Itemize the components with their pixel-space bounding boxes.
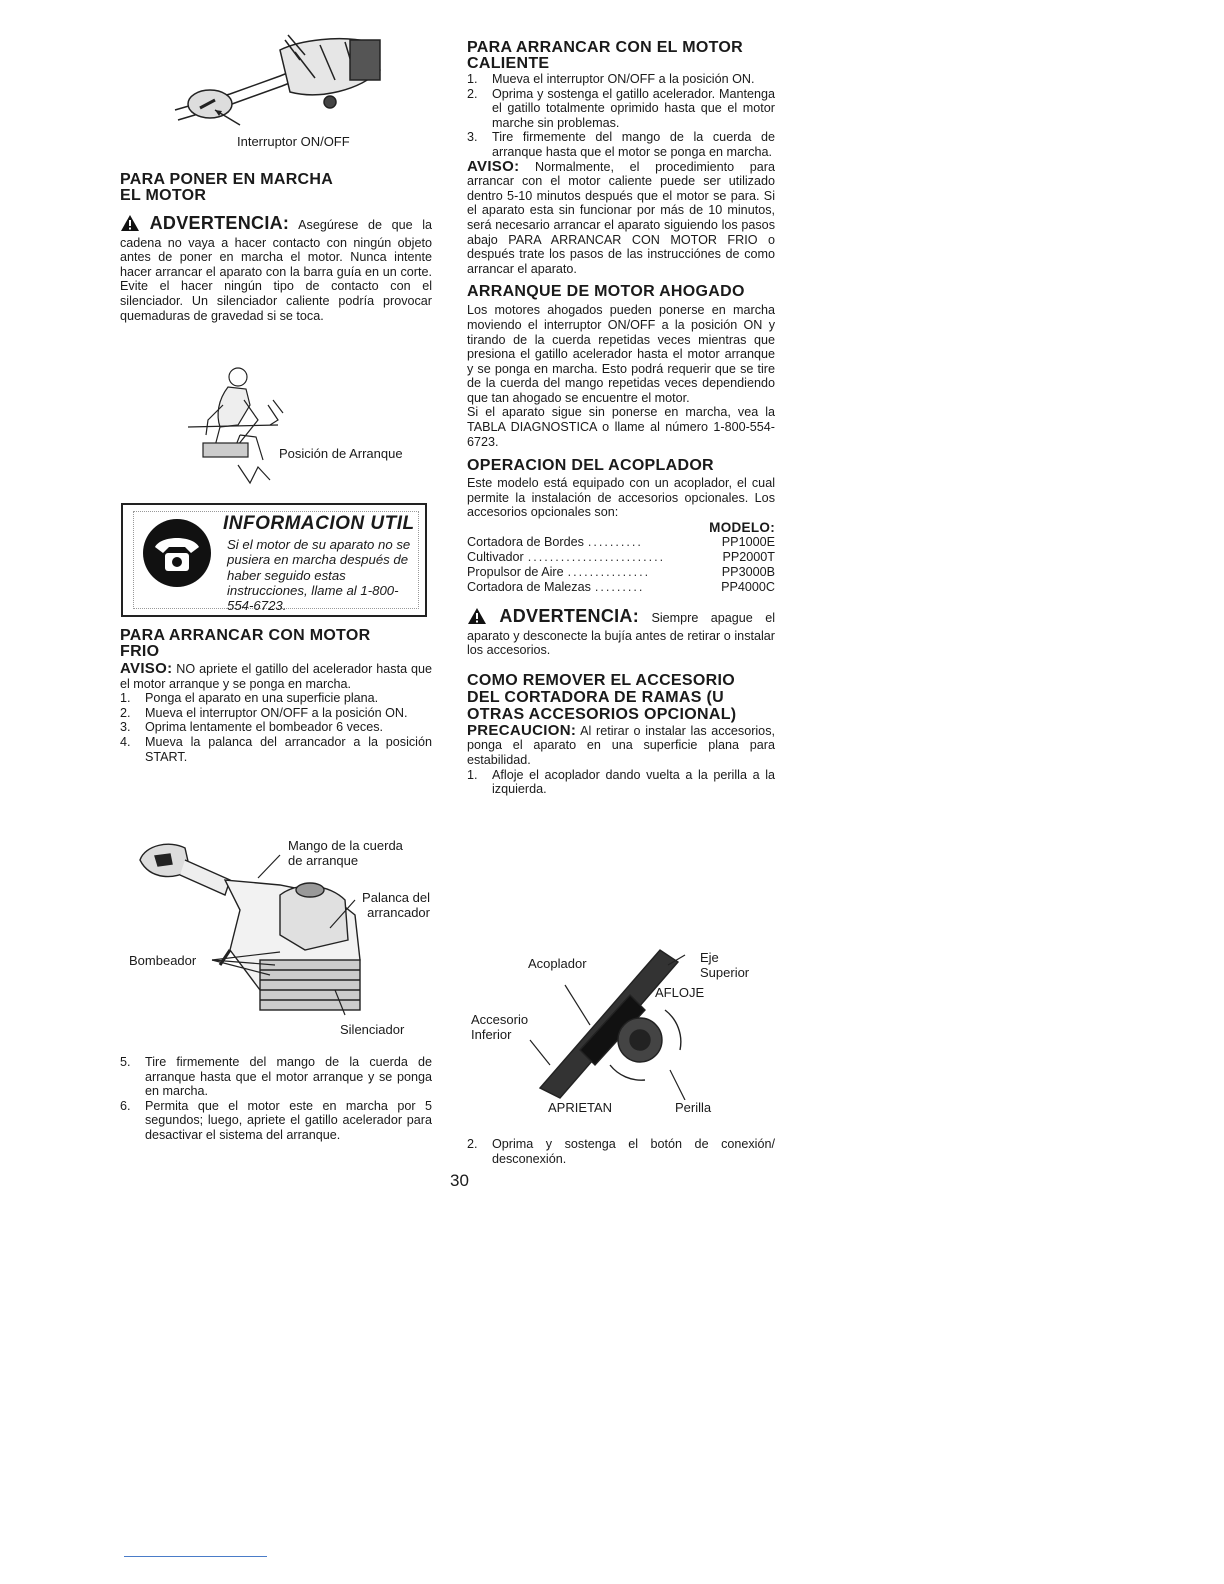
list-item: 1. Afloje el acoplador dando vuelta a la perilla a la izquierda. xyxy=(467,767,775,797)
list-item: 3. Tire firmemente del mango de la cuerda de arranque hasta que el motor se ponga en marcha. xyxy=(467,130,775,159)
warning-paragraph xyxy=(467,607,775,658)
list-item: 3. Oprima lentamente el bombeador 6 veces. xyxy=(120,720,384,735)
afloje-label: AFLOJE xyxy=(655,985,705,1000)
warning-icon xyxy=(467,607,487,629)
info-text: Si el motor de su aparato no se pusiera en marcha después de haber seguido estas instrucciones, llame al 1-800-554-6723. xyxy=(227,537,411,614)
starting-position-illustration xyxy=(178,365,288,485)
aviso-lead: AVISO: xyxy=(120,660,173,677)
section-heading-remover: COMO REMOVER EL ACCESORIO DEL CORTADORA DE RAMAS (U OTRAS ACCESORIOS OPCIONAL) xyxy=(467,671,737,723)
precaucion-paragraph xyxy=(467,721,775,768)
remover-steps-continued xyxy=(467,1137,775,1166)
perilla-label: Perilla xyxy=(675,1100,712,1115)
list-item: 5. Tire firmemente del mango de la cuerda de arranque hasta que el motor arranque y se ponga en marcha. xyxy=(120,1055,432,1099)
section-heading-poner: PARA PONER EN MARCHA EL MOTOR xyxy=(120,171,334,204)
info-box xyxy=(121,503,427,617)
list-item: 2. Mueva el interruptor ON/OFF a la posición ON. xyxy=(120,705,408,720)
aviso-text: NO apriete el gatillo del acelerador hasta que el motor arranque y se ponga en marcha. xyxy=(120,662,433,691)
list-item: 1. Mueva el interruptor ON/OFF a la posición ON. xyxy=(467,72,755,86)
section-heading-ahogado: ARRANQUE DE MOTOR AHOGADO xyxy=(467,283,745,301)
aviso-frio xyxy=(120,662,432,691)
list-item: 1. Ponga el aparato en una superficie plana. xyxy=(120,691,379,706)
warning-icon xyxy=(120,214,140,236)
list-item: 2. Oprima y sostenga el gatillo acelerador. Mantenga el gatillo totalmente oprimido hasta que el motor marche sin problemas. xyxy=(467,86,775,130)
table-row: Cultivador ......................... PP2000T xyxy=(467,550,775,565)
caliente-steps xyxy=(467,72,775,160)
acoplador-text: Este modelo está equipado con un acoplador, el cual permite la instalación de accesorios opcionales. Los accesorios opcionales son: xyxy=(467,476,775,520)
ahogado-text-2: Si el aparato sigue sin ponerse en marcha, vea la TABLA DIAGNOSTICA o llame al número 1-800-554-6723. xyxy=(467,405,775,449)
aviso-caliente xyxy=(467,157,775,277)
section-heading-frio: PARA ARRANCAR CON MOTOR FRIO xyxy=(120,627,371,660)
silenciador-label: Silenciador xyxy=(340,1022,405,1037)
list-item: 6. Permita que el motor este en marcha por 5 segundos; luego, apriete el gatillo acelerador para desactivar el sistema del arranque. xyxy=(120,1098,432,1142)
phone-icon xyxy=(141,517,213,589)
eje-label: Eje Superior xyxy=(700,950,750,980)
aviso-lead: AVISO: xyxy=(467,157,520,175)
palanca-label: Palanca del arrancador xyxy=(362,890,430,920)
bombeador-label: Bombeador xyxy=(129,953,197,968)
precaucion-text: Al retirar o instalar las accesorios, ponga el aparato en una superficie plana para estabilidad. xyxy=(467,723,775,767)
section-heading-caliente: PARA ARRANCAR CON EL MOTOR CALIENTE xyxy=(467,39,743,72)
frio-steps-continued xyxy=(120,1055,432,1143)
mango-label: Mango de la cuerda de arranque xyxy=(288,838,403,868)
list-item: 4. Mueva la palanca del arrancador a la posición START. xyxy=(120,734,432,764)
page-number: 30 xyxy=(450,1171,469,1190)
remover-steps xyxy=(467,768,775,797)
warning-lead: ADVERTENCIA: xyxy=(499,606,640,627)
engine-illustration xyxy=(130,840,430,1040)
table-row: Cortadora de Bordes .......... PP1000E xyxy=(467,535,775,550)
table-row: Propulsor de Aire ............... PP3000B xyxy=(467,565,775,580)
switch-caption: Interruptor ON/OFF xyxy=(237,134,350,149)
trimmer-switch-illustration xyxy=(170,30,390,135)
precaucion-lead: PRECAUCION: xyxy=(467,721,577,739)
warning-text: Siempre apague el aparato y desconecte la bujía antes de retirar o instalar los accesorios. xyxy=(467,611,776,658)
position-caption: Posición de Arranque xyxy=(279,446,403,461)
section-heading-acoplador: OPERACION DEL ACOPLADOR xyxy=(467,457,714,475)
aviso-text: Normalmente, el procedimiento para arrancar con el motor caliente puede ser utilizado dentro 5-10 minutos después que el motor se para. Si el aparato esta sin funcionar por más de 10 minutos, será necesario arrancar el aparato siguiendo los pasos abajo PARA ARRANCAR CON MOTOR FRIO o después trate los pasos de las instrucciónes de como arrancar el aparato. xyxy=(467,159,775,276)
modelo-header: MODELO: xyxy=(709,520,775,536)
acoplador-label: Acoplador xyxy=(528,956,587,971)
warning-lead: ADVERTENCIA: xyxy=(149,213,290,233)
accesorio-label: Accesorio Inferior xyxy=(471,1012,529,1042)
warning-paragraph xyxy=(120,214,432,323)
accessory-table xyxy=(467,535,775,595)
aprietan-label: APRIETAN xyxy=(548,1100,613,1115)
frio-steps xyxy=(120,691,432,764)
warning-text: Asegúrese de que la cadena no vaya a hacer contacto con ningún objeto antes de poner en marcha el motor. Nunca intente hacer arrancar el aparato con la barra guía en un corte. Evite el hacer ningún tipo de contacto con el silenciador. Un silenciador caliente podría provocar quemaduras de gravedad si se toca. xyxy=(120,218,432,323)
info-title: INFORMACION UTIL xyxy=(223,513,415,534)
table-row: Cortadora de Malezas ......... PP4000C xyxy=(467,580,775,595)
list-item: 2. Oprima y sostenga el botón de conexión/ desconexión. xyxy=(467,1137,775,1166)
ahogado-text-1: Los motores ahogados pueden ponerse en marcha moviendo el interruptor ON/OFF a la posición ON y tirando de la cuerda repetidas veces mientras que presiona el gatillo acelerador hasta el motor arranque y se ponga en marcha. Esto podrá requerir que se tire de la cuerda del mango repetidas veces dependiendo que tan ahogado se encuentre el motor. xyxy=(467,303,775,405)
footer-rule xyxy=(124,1556,267,1557)
